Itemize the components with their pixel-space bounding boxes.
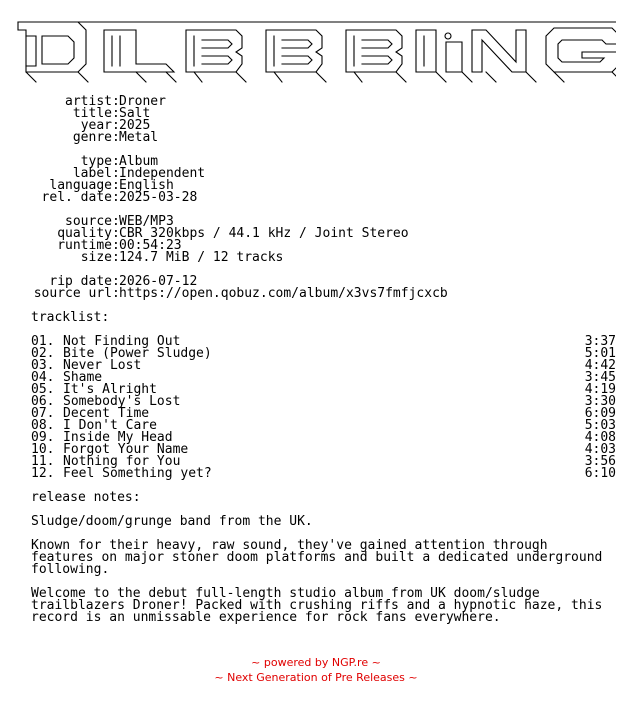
track-length: 3:45 bbox=[584, 370, 616, 385]
info-key: language bbox=[49, 178, 112, 193]
notes-line: Sludge/doom/grunge band from the UK. bbox=[31, 514, 313, 529]
notes-line: Known for their heavy, raw sound, they've gained attention through bbox=[31, 538, 548, 553]
track-number: 01. bbox=[31, 334, 55, 349]
info-key: source bbox=[65, 214, 112, 229]
track-number: 07. bbox=[31, 406, 55, 421]
info-colon: : bbox=[112, 274, 120, 289]
info-key: year bbox=[80, 118, 112, 133]
info-value: 2026-07-12 bbox=[119, 274, 198, 289]
info-row-source-url bbox=[0, 288, 632, 300]
tracklist-heading: tracklist: bbox=[31, 310, 110, 325]
track-number: 05. bbox=[31, 382, 55, 397]
info-row-size bbox=[0, 252, 632, 264]
track-length: 6:09 bbox=[584, 406, 616, 421]
notes-line: record is an unmissable experience for rock fans everywhere. bbox=[31, 610, 501, 625]
info-colon: : bbox=[112, 190, 120, 205]
track-number: 11. bbox=[31, 454, 55, 469]
track-length: 4:08 bbox=[584, 430, 616, 445]
track-title: Nothing for You bbox=[63, 454, 181, 469]
track-number: 03. bbox=[31, 358, 55, 373]
info-colon: : bbox=[112, 166, 120, 181]
track-number: 08. bbox=[31, 418, 55, 433]
track-row bbox=[31, 360, 616, 372]
info-key: rel. date bbox=[41, 190, 112, 205]
info-value: 2025 bbox=[119, 118, 151, 133]
track-title: Never Lost bbox=[63, 358, 142, 373]
track-length: 4:03 bbox=[584, 442, 616, 457]
info-value: English bbox=[119, 178, 174, 193]
info-colon: : bbox=[112, 94, 120, 109]
notes-line: following. bbox=[31, 562, 110, 577]
track-title: Inside My Head bbox=[63, 430, 173, 445]
track-title: Decent Time bbox=[63, 406, 150, 421]
info-key: label bbox=[72, 166, 112, 181]
info-colon: : bbox=[112, 118, 120, 133]
track-length: 5:03 bbox=[584, 418, 616, 433]
info-value: 00:54:23 bbox=[119, 238, 182, 253]
track-length: 3:37 bbox=[584, 334, 616, 349]
info-key: artist bbox=[65, 94, 112, 109]
info-colon: : bbox=[112, 286, 120, 301]
info-key: rip date bbox=[49, 274, 112, 289]
footer-powered-by: ~ powered by NGP.re ~ bbox=[251, 656, 381, 669]
track-number: 02. bbox=[31, 346, 55, 361]
info-key: genre bbox=[72, 130, 112, 145]
info-key: quality bbox=[57, 226, 112, 241]
droner-ascii-logo bbox=[16, 14, 616, 84]
track-title: Shame bbox=[63, 370, 103, 385]
ascii-logo-banner bbox=[16, 14, 616, 84]
info-row-genre bbox=[0, 132, 632, 144]
info-colon: : bbox=[112, 154, 120, 169]
info-value: Droner bbox=[119, 94, 166, 109]
info-value: https://open.qobuz.com/album/x3vs7fmfjcxcb bbox=[119, 286, 448, 301]
track-title: Feel Something yet? bbox=[63, 466, 212, 481]
notes-line: features on major stoner doom platforms and built a dedicated underground bbox=[31, 550, 603, 565]
info-colon: : bbox=[112, 226, 120, 241]
info-value: Metal bbox=[119, 130, 159, 145]
info-value: Salt bbox=[119, 106, 151, 121]
track-length: 6:10 bbox=[584, 466, 616, 481]
info-value: WEB/MP3 bbox=[119, 214, 174, 229]
track-title: Not Finding Out bbox=[63, 334, 181, 349]
info-key: size bbox=[80, 250, 112, 265]
info-colon: : bbox=[112, 106, 120, 121]
info-value: Independent bbox=[119, 166, 206, 181]
track-row bbox=[31, 468, 616, 480]
notes-line: Welcome to the debut full-length studio album from UK doom/sludge bbox=[31, 586, 540, 601]
info-key: runtime bbox=[57, 238, 112, 253]
info-key: source url bbox=[33, 286, 112, 301]
info-value: Album bbox=[119, 154, 159, 169]
notes-heading: release notes: bbox=[31, 490, 141, 505]
info-colon: : bbox=[112, 130, 120, 145]
track-number: 04. bbox=[31, 370, 55, 385]
footer-tagline: ~ Next Generation of Pre Releases ~ bbox=[214, 671, 418, 684]
info-colon: : bbox=[112, 250, 120, 265]
track-title: It's Alright bbox=[63, 382, 157, 397]
notes-line: trailblazers Droner! Packed with crushing riffs and a hypnotic haze, this bbox=[31, 598, 603, 613]
track-number: 09. bbox=[31, 430, 55, 445]
info-colon: : bbox=[112, 214, 120, 229]
info-key: type bbox=[80, 154, 112, 169]
track-length: 3:56 bbox=[584, 454, 616, 469]
track-number: 06. bbox=[31, 394, 55, 409]
track-title: I Don't Care bbox=[63, 418, 157, 433]
info-key: title bbox=[72, 106, 112, 121]
track-title: Bite (Power Sludge) bbox=[63, 346, 212, 361]
info-value: 2025-03-28 bbox=[119, 190, 198, 205]
track-title: Somebody's Lost bbox=[63, 394, 181, 409]
track-length: 4:42 bbox=[584, 358, 616, 373]
info-colon: : bbox=[112, 238, 120, 253]
track-title: Forgot Your Name bbox=[63, 442, 189, 457]
info-colon: : bbox=[112, 178, 120, 193]
info-value: CBR 320kbps / 44.1 kHz / Joint Stereo bbox=[119, 226, 409, 241]
track-length: 5:01 bbox=[584, 346, 616, 361]
info-row-rel-date bbox=[0, 192, 632, 204]
track-length: 3:30 bbox=[584, 394, 616, 409]
info-value: 124.7 MiB / 12 tracks bbox=[119, 250, 284, 265]
track-number: 12. bbox=[31, 466, 55, 481]
track-length: 4:19 bbox=[584, 382, 616, 397]
track-number: 10. bbox=[31, 442, 55, 457]
